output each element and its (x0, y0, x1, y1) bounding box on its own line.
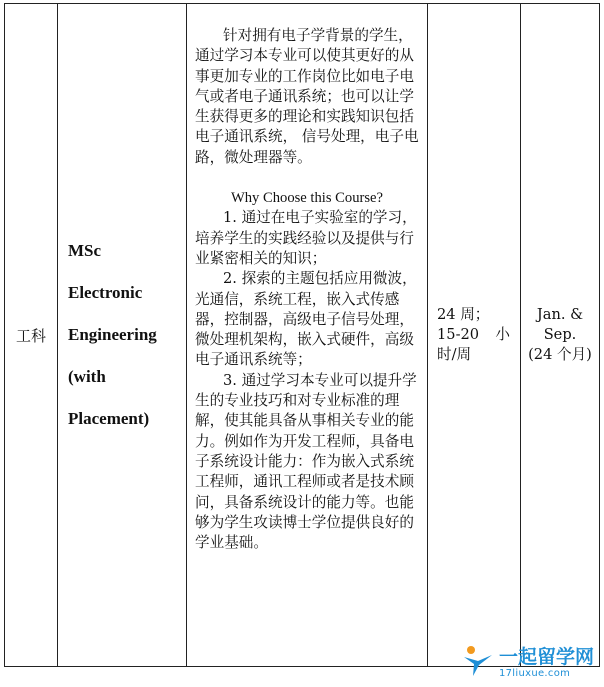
description-item: 3. 通过学习本专业可以提升学生的专业技巧和对专业标准的理解，使其能具备从事相关专业的能力。例如作为开发工程师，具备电子系统设计能力：作为嵌入式系统工程师，通讯工程师或者是技术顾问，具备系统设计的能力等。也能够为学生攻读博士学位提供良好的学业基础。 (195, 371, 417, 552)
subject-cell (5, 4, 58, 667)
description-intro: 针对拥有电子学背景的学生，通过学习本专业可以使其更好的从事更加专业的工作岗位比如电子电气或者电子通讯系统；也可以让学生获得更多的理论和实践知识包括电子通讯系统， 信号处理，电子电路，微处理器等。 (195, 27, 419, 166)
course-name-line: Placement) (68, 409, 150, 428)
description-item: 1. 通过在电子实验室的学习，培养学生的实践经验以及提供与行业紧密相关的知识； (195, 209, 417, 267)
hours-unit-b: 时/周 (437, 346, 472, 363)
hours-unit-a: 小 (495, 326, 510, 343)
table-row (5, 4, 600, 667)
intake-cell (521, 4, 600, 667)
hours-range: 15-20 (437, 326, 480, 343)
why-choose-heading: Why Choose this Course? (230, 190, 383, 207)
course-table (4, 3, 600, 667)
hours-weeks: 24 周； (437, 306, 490, 323)
course-name-line: Engineering (68, 325, 157, 344)
course-name-line: (with (68, 367, 106, 386)
logo-icon (461, 643, 495, 681)
course-name-cell (58, 4, 187, 667)
watermark-url: 17liuxue.com (498, 667, 571, 679)
course-name-line: Electronic (68, 283, 143, 302)
course-name-line: MSc (68, 241, 102, 260)
hours-cell (428, 4, 521, 667)
intake-duration: (24 个月) (528, 346, 592, 363)
description-item: 2. 探索的主题包括应用微波， 光通信，系统工程，嵌入式传感器，控制器，高级电子信号处理，微处理机架构，嵌入式硬件，高级电子通讯系统等； (195, 270, 417, 369)
watermark (461, 643, 594, 681)
subject-text: 工科 (15, 326, 46, 345)
hours-range-row (437, 325, 520, 345)
description-cell (187, 4, 428, 667)
watermark-name: 一起留学网 (498, 645, 594, 668)
intake-months: Jan. & Sep. (536, 306, 584, 343)
